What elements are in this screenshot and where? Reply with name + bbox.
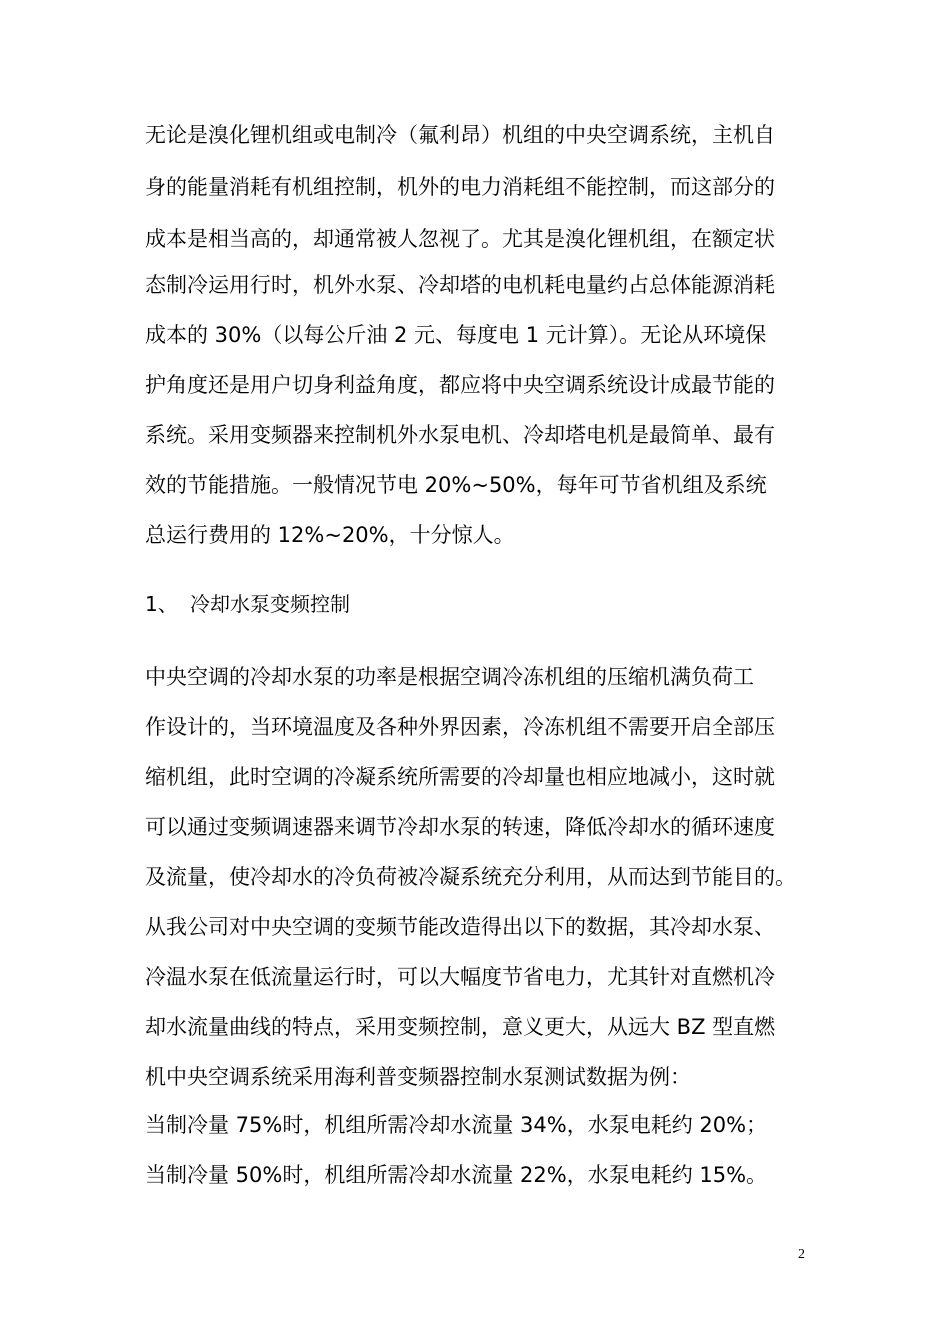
text-line: 护角度还是用户切身利益角度，都应将中央空调系统设计成最节能的 — [145, 373, 775, 397]
text-line: 从我公司对中央空调的变频节能改造得出以下的数据，其冷却水泵、 — [145, 915, 775, 939]
text-line: 无论是溴化锂机组或电制冷（氟利昂）机组的中央空调系统，主机自 — [145, 123, 775, 147]
text-line: 态制冷运用行时，机外水泵、冷却塔的电机耗电量约占总体能源消耗 — [145, 273, 775, 297]
text-line: 缩机组，此时空调的冷凝系统所需要的冷却量也相应地减小，这时就 — [145, 765, 775, 789]
text-line: 总运行费用的 12%~20%，十分惊人。 — [145, 523, 515, 547]
text-line: 效的节能措施。一般情况节电 20%~50%，每年可节省机组及系统 — [145, 473, 767, 497]
text-line: 身的能量消耗有机组控制，机外的电力消耗组不能控制，而这部分的 — [145, 175, 775, 199]
text-line: 作设计的，当环境温度及各种外界因素，冷冻机组不需要开启全部压 — [145, 715, 775, 739]
text-line: 却水流量曲线的特点，采用变频控制，意义更大，从远大 BZ 型直燃 — [145, 1015, 776, 1039]
text-line: 冷温水泵在低流量运行时，可以大幅度节省电力，尤其针对直燃机冷 — [145, 965, 775, 989]
page-number: 2 — [798, 1247, 805, 1262]
text-line: 中央空调的冷却水泵的功率是根据空调冷冻机组的压缩机满负荷工 — [145, 665, 754, 689]
text-line: 可以通过变频调速器来调节冷却水泵的转速，降低冷却水的循环速度 — [145, 815, 775, 839]
text-line: 成本的 30%（以每公斤油 2 元、每度电 1 元计算）。无论从环境保 — [145, 323, 767, 347]
text-line: 系统。采用变频器来控制机外水泵电机、冷却塔电机是最简单、最有 — [145, 423, 775, 447]
section-title: 冷却水泵变频控制 — [190, 592, 350, 616]
text-line: 机中央空调系统采用海利普变频器控制水泵测试数据为例： — [145, 1065, 691, 1089]
text-line: 及流量，使冷却水的冷负荷被冷凝系统充分利用，从而达到节能目的。 — [145, 865, 796, 889]
section-number: 1、 — [145, 592, 178, 616]
text-line: 当制冷量 50%时，机组所需冷却水流量 22%，水泵电耗约 15%。 — [145, 1163, 768, 1187]
text-line: 成本是相当高的，却通常被人忽视了。尤其是溴化锂机组，在额定状 — [145, 227, 775, 251]
text-line: 当制冷量 75%时，机组所需冷却水流量 34%，水泵电耗约 20%； — [145, 1113, 768, 1137]
